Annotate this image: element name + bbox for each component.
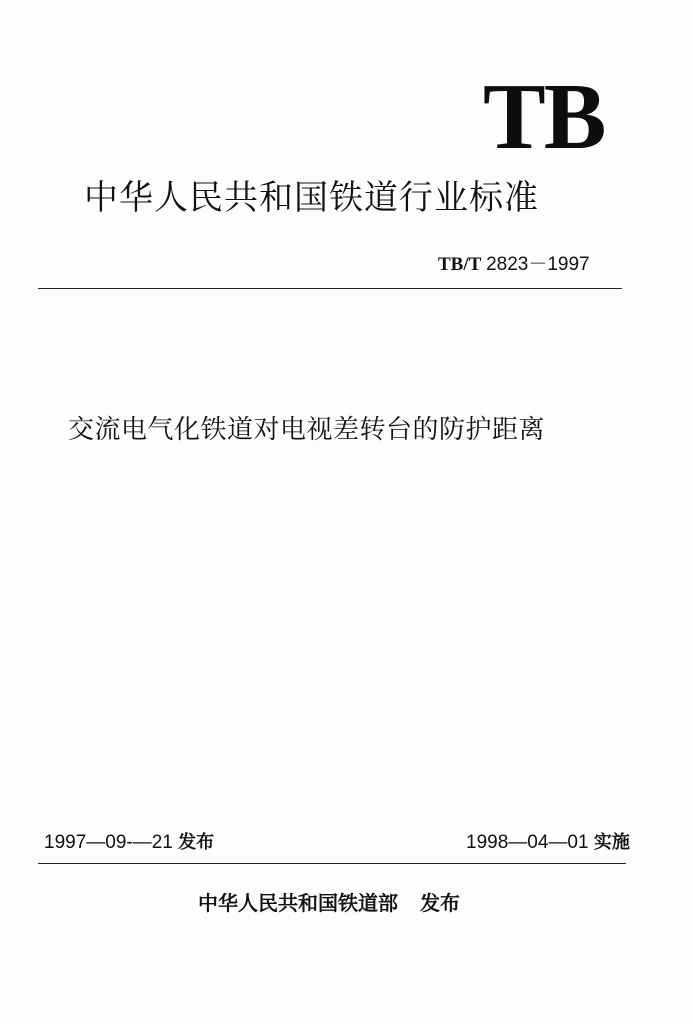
top-divider: [38, 288, 622, 289]
document-title: 交流电气化铁道对电视差转台的防护距离: [68, 415, 546, 445]
release-date: 1997—09-—21: [44, 832, 173, 853]
standard-code-prefix: TB/T: [438, 254, 482, 275]
issuer-name: 中华人民共和国铁道部: [198, 891, 398, 915]
effective-date-block: [466, 831, 630, 855]
standard-code-number: 2823－1997: [486, 254, 590, 275]
standard-code: [438, 253, 590, 277]
issuer-action: 发布: [420, 891, 460, 915]
org-title: 中华人民共和国铁道行业标准: [84, 178, 539, 218]
release-label: 发布: [178, 832, 215, 853]
issuer-line: [198, 890, 460, 916]
effective-label: 实施: [593, 832, 630, 853]
effective-date: 1998—04—01: [466, 832, 589, 853]
bottom-divider: [38, 863, 626, 864]
release-date-block: [44, 831, 214, 855]
tb-logo: TB: [483, 65, 605, 169]
